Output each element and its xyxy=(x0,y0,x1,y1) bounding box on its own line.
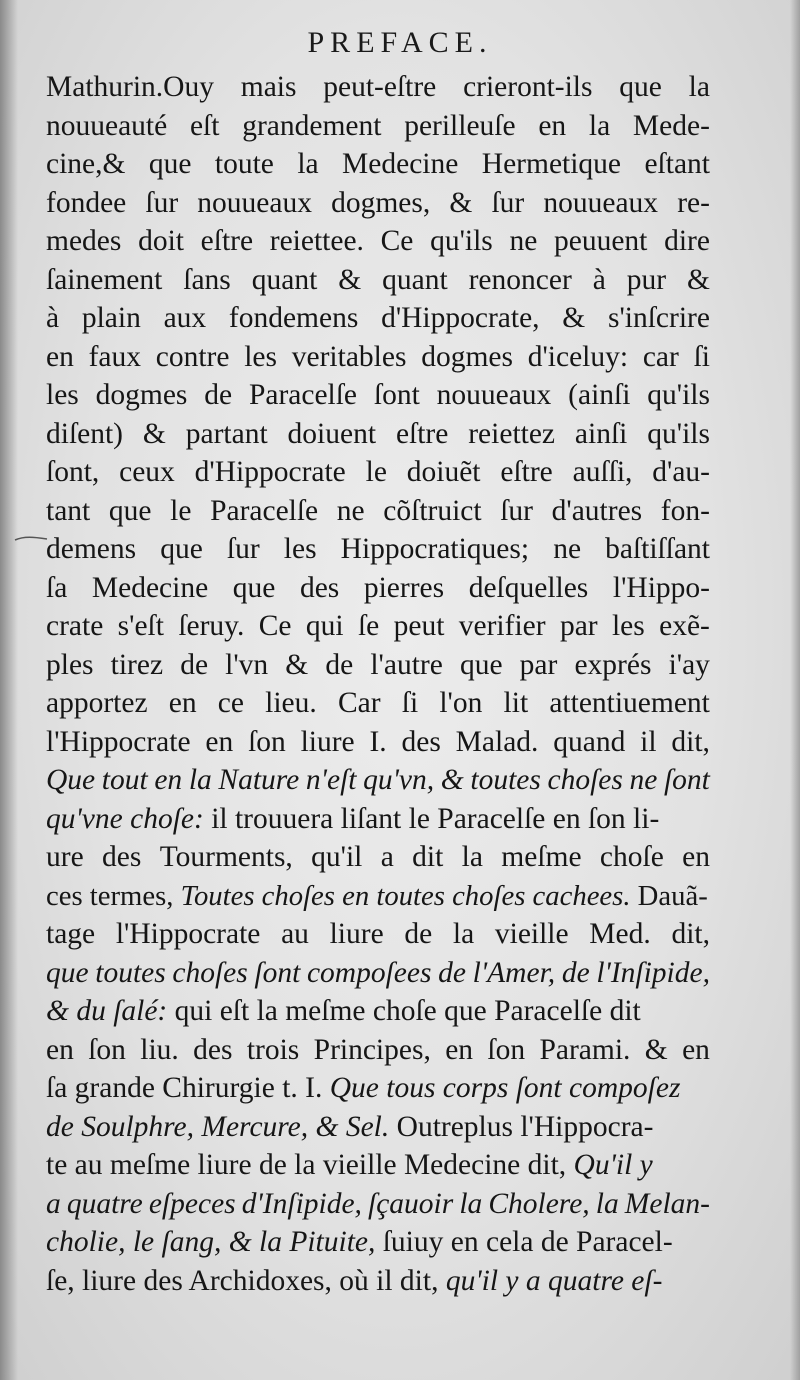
word: ſont xyxy=(373,379,420,411)
word: Paracelſe xyxy=(210,494,319,527)
gutter-shadow xyxy=(0,0,18,1380)
word: la xyxy=(188,764,212,796)
word: de xyxy=(180,648,209,681)
word: l'Hippocrate xyxy=(115,918,261,950)
word: eſtre xyxy=(200,225,254,257)
text-line xyxy=(46,1146,710,1185)
word: par xyxy=(519,648,558,681)
word: que xyxy=(148,148,192,180)
word: d'Hippocrate xyxy=(194,456,346,488)
word: la xyxy=(595,1187,619,1220)
word: peuuent xyxy=(553,225,648,257)
word: en xyxy=(205,725,234,758)
word: de xyxy=(404,918,433,950)
word: ſur xyxy=(145,186,179,219)
italic-quotation: Que tous corps ſont compoſez xyxy=(329,1072,681,1104)
word: pur xyxy=(626,263,667,296)
word: nouueaux xyxy=(197,186,312,219)
word: eſt xyxy=(189,109,220,142)
text-segment: ſe, liure des Archidoxes, où il dit, xyxy=(46,1264,446,1297)
word: aux xyxy=(163,302,207,334)
text-line xyxy=(46,453,710,492)
word: l'Inſipide, xyxy=(596,956,710,989)
word: dire xyxy=(664,225,710,257)
word: ceux xyxy=(119,456,175,488)
text-line xyxy=(46,646,710,685)
text-line xyxy=(46,299,710,338)
word: que xyxy=(108,494,152,527)
word: qui xyxy=(305,610,344,642)
word: plain xyxy=(81,302,141,334)
text-line xyxy=(46,877,710,916)
text-segment: qui eſt la meſme choſe que Paracelſe dit xyxy=(167,995,641,1027)
word: que xyxy=(46,956,89,989)
word: (ainſi xyxy=(568,379,631,411)
word: crieront-ils xyxy=(463,71,593,103)
word: l'Hippocrate xyxy=(46,725,191,758)
text-line xyxy=(46,1031,710,1070)
word: cine,& xyxy=(46,148,126,180)
word: eſpeces xyxy=(148,1187,236,1220)
word: Nature xyxy=(218,764,300,796)
word: dit, xyxy=(671,918,710,950)
word: attentiuement xyxy=(549,687,710,719)
word: ce xyxy=(217,687,244,719)
text-line xyxy=(46,222,710,261)
word: cõſtruict xyxy=(383,494,482,527)
text-segment: ſa grande Chirurgie t. I. xyxy=(46,1072,330,1104)
word: le xyxy=(170,494,192,527)
word: a xyxy=(46,1187,61,1220)
word: ne xyxy=(553,533,582,565)
word: ſans xyxy=(183,263,231,296)
word: doit xyxy=(138,225,184,257)
word: grandement xyxy=(242,109,382,142)
word: & xyxy=(562,302,586,334)
word: lit xyxy=(503,687,529,719)
word: eſtre xyxy=(395,417,449,450)
text-line xyxy=(46,68,710,107)
word: ne xyxy=(509,225,538,257)
word: & xyxy=(644,1033,668,1066)
text-segment: ces termes, xyxy=(46,879,181,912)
word: doiuẽt xyxy=(406,456,481,488)
word: & xyxy=(285,648,309,681)
word: demens xyxy=(46,533,137,565)
word: dit, xyxy=(671,725,710,758)
text-segment: Dauã- xyxy=(630,879,708,912)
word: deſquelles xyxy=(468,571,589,604)
word: ſon xyxy=(487,1033,526,1066)
word: tirez xyxy=(110,648,164,681)
word: des xyxy=(401,725,441,758)
word: d'Hippocrate, xyxy=(381,302,540,334)
word: quant xyxy=(251,263,318,296)
word: fon- xyxy=(660,494,710,527)
word: les xyxy=(46,379,79,411)
word: peut-eſtre xyxy=(323,71,437,103)
text-line xyxy=(46,761,710,800)
word: ſont xyxy=(663,764,710,796)
word: au xyxy=(281,918,309,950)
word: quant xyxy=(382,263,448,296)
word: toute xyxy=(214,148,274,180)
word: des xyxy=(193,1033,233,1066)
word: compoſees xyxy=(306,956,432,989)
text-line xyxy=(46,338,710,377)
word: Cholere, xyxy=(488,1187,590,1220)
italic-quotation: cholie, le ſang, & la Pituite, xyxy=(46,1226,376,1258)
word: Tourments, xyxy=(159,841,293,873)
word: trois xyxy=(246,1033,300,1066)
word: & xyxy=(687,263,710,296)
word: Malad. xyxy=(455,725,539,758)
word: Melan- xyxy=(624,1187,710,1220)
word: ſont, xyxy=(46,456,100,488)
word: Hermetique xyxy=(481,148,622,180)
word: qu'vn, xyxy=(363,764,435,796)
word: contre xyxy=(155,340,230,373)
word: dogmes xyxy=(421,340,513,373)
word: de xyxy=(204,379,233,411)
page-edge-shadow xyxy=(790,0,800,1380)
word: I. xyxy=(369,725,387,758)
text-line xyxy=(46,184,710,223)
word: des xyxy=(299,571,340,604)
word: vieille xyxy=(494,918,569,950)
margin-stroke-mark xyxy=(14,534,48,544)
word: en xyxy=(538,109,567,142)
text-line xyxy=(46,800,710,839)
word: faux xyxy=(88,340,142,373)
text-line xyxy=(46,1185,710,1224)
italic-quotation: qu'il y a quatre eſ- xyxy=(445,1264,663,1297)
word: re- xyxy=(677,186,710,219)
word: les xyxy=(283,533,317,565)
word: crate xyxy=(46,610,104,642)
word: les xyxy=(244,340,278,373)
word: renoncer xyxy=(468,263,572,296)
word: ſa xyxy=(46,571,68,604)
text-line xyxy=(46,684,710,723)
word: & xyxy=(449,186,473,219)
word: verifier xyxy=(458,610,546,642)
running-head: PREFACE. xyxy=(307,26,493,59)
text-line xyxy=(46,261,710,300)
text-segment: te au meſme liure de la vieille Medecine dit, xyxy=(46,1149,574,1181)
text-segment: ſuiuy en cela de Paracel- xyxy=(375,1226,673,1258)
text-line xyxy=(46,1069,710,1108)
word: choſe xyxy=(599,841,664,873)
word: apportez xyxy=(46,687,148,719)
text-line xyxy=(46,992,710,1031)
word: ſont xyxy=(254,956,301,989)
word: s'eſt xyxy=(117,610,164,642)
word: veritables xyxy=(291,340,407,373)
word: baſtiſſant xyxy=(605,533,710,565)
word: de xyxy=(561,956,590,989)
word: la xyxy=(688,71,710,103)
word: ſi xyxy=(401,687,419,719)
word: a xyxy=(380,841,394,873)
word: ſon xyxy=(88,1033,126,1066)
word: medes xyxy=(46,225,122,257)
word: à xyxy=(592,263,606,296)
word: la xyxy=(297,148,319,180)
word: tage xyxy=(46,918,96,950)
word: qu'ils xyxy=(647,379,710,411)
word: doiuent xyxy=(287,417,377,450)
word: n'eſt xyxy=(305,764,357,796)
word: d'autres xyxy=(551,494,643,527)
text-segment: il trouuera liſant le Paracelſe en ſon li- xyxy=(203,802,660,835)
word: reiettez xyxy=(468,417,556,450)
word: qu'ils xyxy=(430,225,493,257)
word: ſon xyxy=(248,725,286,758)
word: nouueaux xyxy=(436,379,552,411)
word: liure xyxy=(300,725,355,758)
word: l'autre xyxy=(370,648,443,681)
word: Med. xyxy=(589,918,651,950)
word: ples xyxy=(46,648,94,681)
word: & xyxy=(338,263,362,296)
word: mais xyxy=(240,71,297,103)
word: en xyxy=(682,841,710,873)
word: de xyxy=(325,648,354,681)
word: partant xyxy=(185,417,268,450)
word: en xyxy=(445,1033,474,1066)
word: ſi xyxy=(693,340,710,373)
text-segment: Outreplus l'Hippocra- xyxy=(389,1110,654,1143)
word: ne xyxy=(336,494,365,527)
word: car xyxy=(642,340,679,373)
word: diſent) xyxy=(46,417,124,450)
word: fondee xyxy=(46,186,127,219)
word: dogmes, xyxy=(331,186,431,219)
italic-quotation: qu'vne choſe: xyxy=(46,802,204,835)
word: lieu. xyxy=(265,687,317,719)
word: en xyxy=(682,1033,710,1066)
word: & xyxy=(440,764,464,796)
italic-quotation: de Soulphre, Mercure, & Sel. xyxy=(46,1110,390,1143)
word: Mathurin.Ouy xyxy=(46,71,214,103)
word: la xyxy=(461,841,483,873)
word: exprés xyxy=(574,648,652,681)
word: les xyxy=(611,610,645,642)
word: peut xyxy=(393,610,445,642)
word: liu. xyxy=(140,1033,179,1066)
word: il xyxy=(640,725,657,758)
word: la xyxy=(452,918,475,950)
word: & xyxy=(142,417,166,450)
italic-quotation: & du ſalé: xyxy=(46,995,168,1027)
word: ſur xyxy=(500,494,533,527)
text-line xyxy=(46,415,710,454)
word: en xyxy=(46,1033,74,1066)
word: la xyxy=(588,109,611,142)
word: Ce xyxy=(258,610,292,642)
word: nouueauté xyxy=(46,109,168,142)
word: pierres xyxy=(363,571,445,604)
word: le xyxy=(365,456,387,488)
word: l'Hippo- xyxy=(612,571,710,604)
text-line xyxy=(46,376,710,415)
word: que xyxy=(160,533,203,565)
word: que xyxy=(232,571,276,604)
word: nouueaux xyxy=(543,186,659,219)
text-line xyxy=(46,492,710,531)
text-line xyxy=(46,1108,710,1147)
word: en xyxy=(154,764,183,796)
word: tant xyxy=(46,494,91,527)
word: ure xyxy=(46,841,84,873)
word: de xyxy=(438,956,466,989)
word: Hippocratiques; xyxy=(340,533,530,565)
word: que xyxy=(459,648,503,681)
text-line xyxy=(46,1262,710,1301)
word: que xyxy=(619,71,662,103)
text-line xyxy=(46,1223,710,1262)
word: l'Amer, xyxy=(472,956,556,989)
text-line xyxy=(46,607,710,646)
word: toutes xyxy=(470,764,541,796)
word: d'au- xyxy=(652,456,710,488)
word: reiettee. xyxy=(269,225,364,257)
word: l'vn xyxy=(225,648,269,681)
word: quatre xyxy=(66,1187,143,1220)
word: Ce xyxy=(380,225,414,257)
word: liure xyxy=(329,918,384,950)
word: l'on xyxy=(439,687,483,719)
word: ſainement xyxy=(46,263,163,296)
word: d'Inſipide, xyxy=(241,1187,362,1220)
text-line xyxy=(46,107,710,146)
word: ſeruy. xyxy=(178,610,245,642)
word: s'inſcrire xyxy=(607,302,710,334)
word: Car xyxy=(337,687,381,719)
text-line xyxy=(46,145,710,184)
word: d'iceluy: xyxy=(527,340,629,373)
word: qu'il xyxy=(311,841,363,873)
text-line xyxy=(46,569,710,608)
word: Principes, xyxy=(313,1033,431,1066)
text-line xyxy=(46,954,710,993)
word: tout xyxy=(101,764,148,796)
word: fondemens xyxy=(228,302,359,334)
word: perilleuſe xyxy=(404,109,516,142)
word: en xyxy=(46,340,74,373)
word: dogmes xyxy=(95,379,188,411)
word: exẽ- xyxy=(659,610,710,642)
word: ſur xyxy=(491,186,525,219)
word: des xyxy=(102,841,142,873)
text-line xyxy=(46,838,710,877)
word: choſes xyxy=(172,956,248,989)
word: ainſi xyxy=(574,417,628,450)
word: ſçauoir xyxy=(368,1187,454,1220)
word: eſtre xyxy=(500,456,553,488)
word: toutes xyxy=(95,956,166,989)
word: ſe xyxy=(357,610,380,642)
word: la xyxy=(459,1187,483,1220)
word: ſur xyxy=(226,533,260,565)
italic-quotation: Qu'il y xyxy=(573,1149,653,1181)
italic-quotation: Toutes choſes en toutes choſes cachees. xyxy=(180,879,631,912)
word: eſtant xyxy=(644,148,710,180)
text-line xyxy=(46,915,710,954)
word: i'ay xyxy=(668,648,710,681)
word: Medecine xyxy=(342,148,459,180)
word: auſſi, xyxy=(572,456,633,488)
word: par xyxy=(559,610,598,642)
word: ne xyxy=(629,764,658,796)
word: en xyxy=(168,687,197,719)
word: Paracelſe xyxy=(248,379,358,411)
word: Mede- xyxy=(632,109,710,142)
text-line xyxy=(46,530,710,569)
word: Parami. xyxy=(539,1033,631,1066)
word: qu'ils xyxy=(647,417,710,450)
body-text xyxy=(46,68,710,1300)
word: quand xyxy=(553,725,626,758)
word: choſes xyxy=(547,764,623,796)
word: dit xyxy=(412,841,444,873)
word: Que xyxy=(46,764,96,796)
word: meſme xyxy=(501,841,582,873)
word: à xyxy=(46,302,60,334)
text-line xyxy=(46,723,710,762)
word: Medecine xyxy=(91,571,209,604)
